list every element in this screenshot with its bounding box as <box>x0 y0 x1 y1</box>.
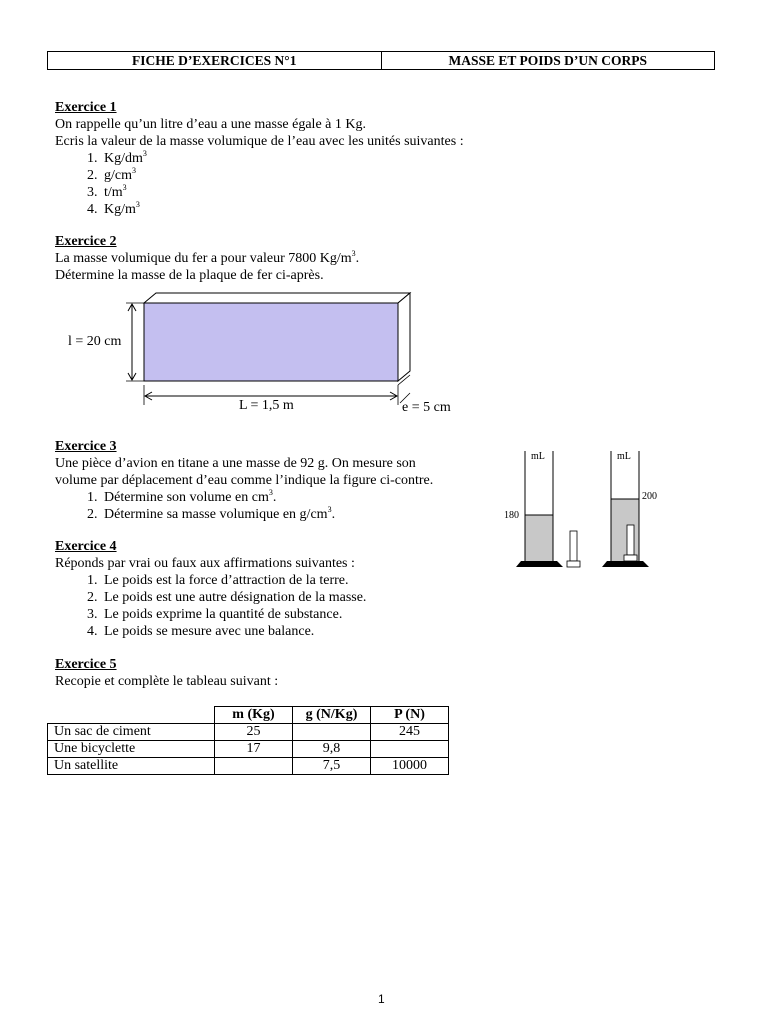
plate-top-face <box>144 293 410 303</box>
graduated-cylinders-figure <box>500 445 680 570</box>
table-row-label: Un sac de ciment <box>48 724 215 741</box>
exercise-3-line1: Une pièce d’avion en titane a une masse de 92 g. On mesure son <box>55 456 416 471</box>
exercise-2-line2: Détermine la masse de la plaque de fer ci-après. <box>55 268 324 283</box>
list-item: 4. $Kg/m^3$ <box>101 201 464 218</box>
table-cell: 9,8 <box>293 741 371 758</box>
exercise-1-title: Exercice 1 <box>55 100 117 115</box>
list-item: 4. Le poids se mesure avec une balance. <box>101 623 366 640</box>
table-header-cell: P (N) <box>371 707 449 724</box>
left-cylinder-water <box>525 515 553 561</box>
titanium-piece <box>570 531 577 561</box>
exercise-4-list <box>55 572 366 640</box>
table-row-label: Une bicyclette <box>48 741 215 758</box>
table-row <box>48 724 449 741</box>
exercise-3-title: Exercice 3 <box>55 439 117 454</box>
exercise-4-line1: Réponds par vrai ou faux aux affirmations suivantes : <box>55 556 355 571</box>
exercise-3 <box>55 438 433 523</box>
list-item: 3. Le poids exprime la quantité de substance. <box>101 606 366 623</box>
header-table <box>47 51 715 70</box>
table-cell: 17 <box>215 741 293 758</box>
exercise-5 <box>55 656 278 690</box>
table-cell: 10000 <box>371 758 449 775</box>
plate-front-face <box>144 303 398 381</box>
left-unit-label: mL <box>531 451 545 462</box>
exercise-1 <box>55 99 464 218</box>
table-cell <box>293 724 371 741</box>
exercise-1-list <box>55 150 464 218</box>
exercise-2 <box>55 233 359 284</box>
exercise-5-line1: Recopie et complète le tableau suivant : <box>55 674 279 689</box>
exercise-4 <box>55 538 366 640</box>
exercise-2-line1: La masse volumique du fer a pour valeur 7800 $Kg/m^3$. <box>55 249 360 266</box>
plate-width-label: l = 20 cm <box>68 334 122 349</box>
plate-thickness-label: e = 5 cm <box>402 400 451 415</box>
list-item: 1. Le poids est la force d’attraction de la terre. <box>101 572 366 589</box>
list-item: 2. Le poids est une autre désignation de la masse. <box>101 589 366 606</box>
exercise-5-title: Exercice 5 <box>55 657 117 672</box>
list-item: 1. $Kg/dm^3$ <box>101 150 464 167</box>
header-left: FICHE D’EXERCICES N°1 <box>132 53 297 68</box>
right-volume-label: 200 <box>642 491 657 502</box>
exercise-3-line2: volume par déplacement d’eau comme l’indique la figure ci-contre. <box>55 473 434 488</box>
table-row-label: Un satellite <box>48 758 215 775</box>
table-header-cell: m (Kg) <box>215 707 293 724</box>
table-cell: 25 <box>215 724 293 741</box>
page-number: 1 <box>378 992 385 1006</box>
table-header-row <box>48 707 449 724</box>
table-corner-cell <box>48 707 215 724</box>
list-item: 1. Détermine son volume en $cm^3$. <box>101 489 433 506</box>
list-item: 2. Détermine sa masse volumique en $g/cm^3$. <box>101 506 433 523</box>
right-unit-label: mL <box>617 451 631 462</box>
table-header-cell: g (N/Kg) <box>293 707 371 724</box>
header-right: MASSE ET POIDS D’UN CORPS <box>381 52 715 69</box>
left-cylinder-base <box>516 561 563 567</box>
plate-length-label: L = 1,5 m <box>239 398 294 413</box>
list-item: 2. $g/cm^3$ <box>101 167 464 184</box>
table-cell: 245 <box>371 724 449 741</box>
exercise-2-title: Exercice 2 <box>55 234 117 249</box>
right-cylinder-water <box>611 499 639 561</box>
exercise-1-line1: On rappelle qu’un litre d’eau a une masse égale à 1 Kg. <box>55 117 366 132</box>
list-item: 3. $t/m^3$ <box>101 184 464 201</box>
table-row <box>48 758 449 775</box>
titanium-piece-submerged <box>627 525 634 555</box>
left-volume-label: 180 <box>504 510 519 521</box>
table-cell: 7,5 <box>293 758 371 775</box>
right-cylinder-base <box>602 561 649 567</box>
exercise-1-line2: Ecris la valeur de la masse volumique de l’eau avec les unités suivantes : <box>55 134 464 149</box>
table-cell <box>215 758 293 775</box>
table-cell <box>371 741 449 758</box>
exercise-5-table <box>47 706 449 775</box>
exercise-3-list <box>55 489 433 523</box>
table-row <box>48 741 449 758</box>
exercise-4-title: Exercice 4 <box>55 539 117 554</box>
plate-side-face <box>398 293 410 381</box>
